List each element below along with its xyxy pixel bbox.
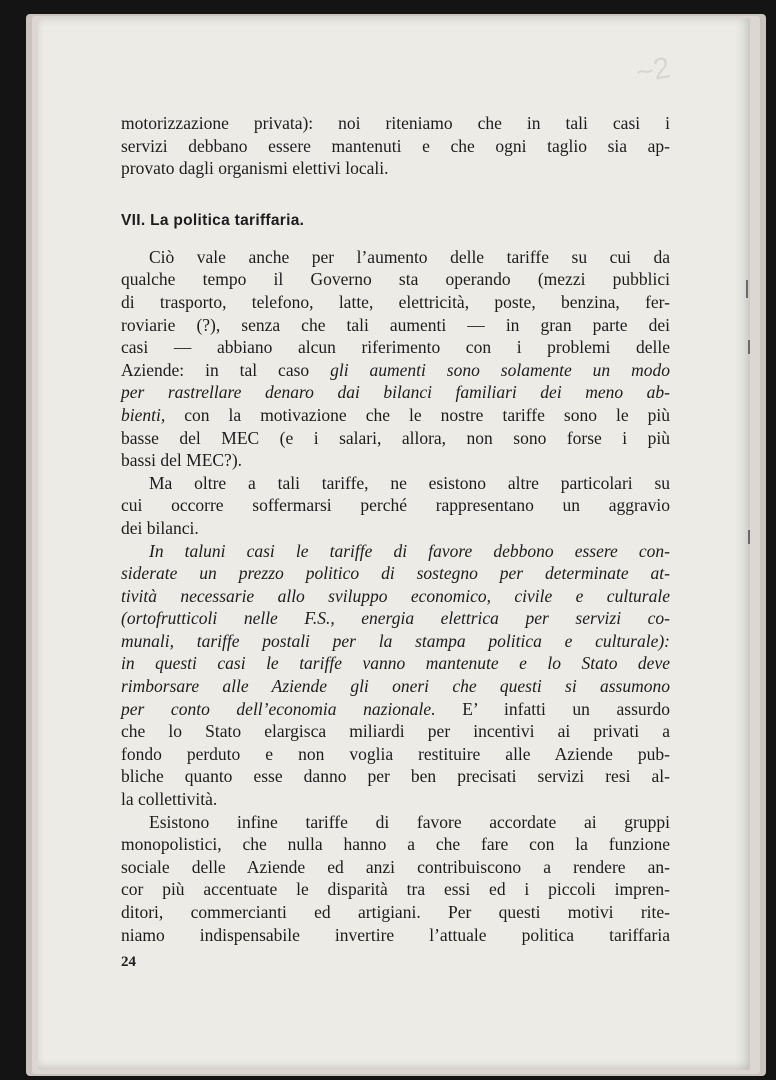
text-line: la collettività. — [121, 789, 218, 810]
section-heading: VII. La politica tariffaria. — [121, 211, 305, 229]
text-line: (ortofrutticoli nelle F.S., energia elettrica per servizi co- — [121, 608, 670, 629]
paragraph — [121, 811, 670, 947]
text-line: dei bilanci. — [121, 517, 199, 538]
text-run: Aziende: in tal caso — [121, 359, 331, 380]
text-run: con la motivazione che le nostre tariffe sono le più — [165, 404, 670, 425]
text-line — [121, 404, 670, 427]
paragraph — [121, 246, 670, 472]
text-line: che lo Stato elargisca miliardi per incentivi ai privati a — [121, 721, 670, 742]
text-line: cui occorre soffermarsi perché rappresentano un aggravio — [121, 495, 670, 516]
text-line — [121, 359, 670, 382]
text-line: in questi casi le tariffe vanno mantenute e lo Stato deve — [121, 653, 670, 674]
text-line: munali, tariffe postali per la stampa politica e culturale): — [121, 630, 670, 651]
text-line: ditori, commercianti ed artigiani. Per questi motivi rite- — [121, 902, 670, 922]
text-run: E’ infatti un assurdo — [435, 698, 670, 719]
text-line: Ma oltre a tali tariffe, ne esistono altre particolari su — [149, 472, 670, 493]
body-text — [121, 112, 670, 946]
italic-run: per conto dell’economia nazionale. — [121, 698, 436, 719]
page-number: 24 — [121, 954, 136, 970]
text-line: Ciò vale anche per l’aumento delle tariffe su cui da — [149, 246, 670, 267]
text-line: motorizzazione privata): noi riteniamo che in tali casi i — [121, 113, 670, 133]
italic-run: bienti, — [121, 404, 166, 425]
margin-tick — [748, 340, 750, 354]
text-line: In taluni casi le tariffe di favore debbono essere con- — [149, 540, 670, 561]
paragraph — [121, 540, 670, 811]
text-line: basse del MEC (e i salari, allora, non sono forse i più — [121, 427, 670, 448]
text-line: cor più accentuate le disparità tra essi ed i piccoli impren- — [121, 879, 670, 900]
text-line: Esistono infine tariffe di favore accordate ai gruppi — [149, 811, 670, 832]
text-line: per rastrellare denaro dai bilanci familiari dei meno ab- — [121, 382, 670, 403]
text-line: bliche quanto esse danno per ben precisati servizi resi al- — [121, 766, 670, 787]
text-line: roviarie (?), senza che tali aumenti — in gran parte dei — [121, 314, 670, 335]
text-line: fondo perduto e non voglia restituire alle Aziende pub- — [121, 743, 670, 764]
text-line: casi — abbiano alcun riferimento con i problemi delle — [121, 337, 670, 358]
text-line — [121, 698, 670, 721]
text-line: tività necessarie allo sviluppo economico, civile e culturale — [121, 585, 670, 606]
text-line: monopolistici, che nulla hanno a che fare con la funzione — [121, 834, 670, 855]
pencil-mark: ~2 — [633, 51, 673, 90]
text-line: siderate un prezzo politico di sostegno per determinate at- — [121, 563, 670, 584]
margin-tick — [746, 280, 748, 298]
paragraph — [121, 472, 670, 540]
text-line: provato dagli organismi elettivi locali. — [121, 158, 389, 179]
text-line: bassi del MEC?). — [121, 450, 243, 471]
text-line: servizi debbano essere mantenuti e che ogni taglio sia ap- — [121, 135, 670, 156]
margin-tick — [748, 530, 750, 544]
text-line: qualche tempo il Governo sta operando (mezzi pubblici — [121, 269, 670, 290]
text-line: di trasporto, telefono, latte, elettricità, poste, benzina, fer- — [121, 291, 670, 312]
text-line: rimborsare alle Aziende gli oneri che questi si assumono — [121, 676, 670, 697]
italic-run: gli aumenti sono solamente un modo — [330, 359, 670, 380]
text-line: sociale delle Aziende ed anzi contribuiscono a rendere an- — [121, 856, 670, 877]
text-line: niamo indispensabile invertire l’attuale politica tariffaria — [121, 924, 670, 945]
